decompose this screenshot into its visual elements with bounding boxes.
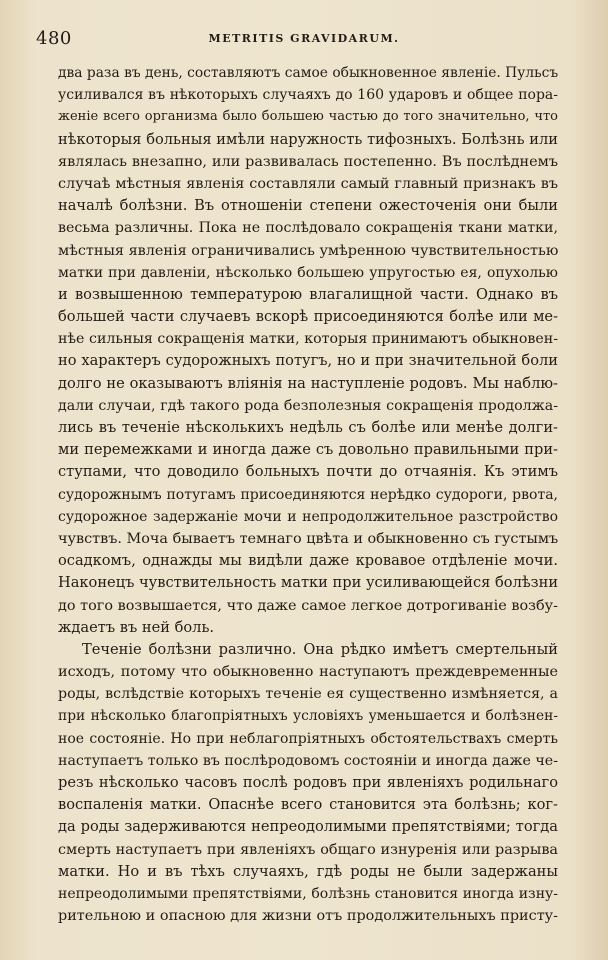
- text-line: являлась внезапно, или развивалась постепенно. Въ послѣднемъ: [58, 153, 558, 170]
- text-line: женіе всего организма было большею частью до того значительно, что: [58, 109, 558, 125]
- text-line: матки. Но и въ тѣхъ случаяхъ, гдѣ роды не были задержаны: [58, 862, 558, 880]
- text-line: и возвышенною температурою влагалищной части. Однако въ: [58, 285, 558, 303]
- text-line: осадкомъ, однажды мы видѣли даже кровавое отдѣленіе мочи.: [58, 552, 558, 570]
- text-line: до того возвышается, что даже самое легкое дотрогиваніе возбу-: [58, 597, 558, 614]
- text-line: рительною и опасною для жизни отъ продолжительныхъ присту-: [58, 908, 558, 925]
- text-line: судорожнымъ потугамъ присоединяются нерѣдко судороги, рвота,: [58, 486, 558, 503]
- text-line: долго не оказываютъ вліянія на наступленіе родовъ. Мы наблю-: [58, 374, 558, 392]
- text-line: наступаетъ только въ послѣродовомъ состояніи и иногда даже че-: [58, 752, 558, 769]
- text-line: воспаленія матки. Опаснѣе всего становится эта болѣзнь; ког-: [58, 796, 558, 814]
- paragraph: [58, 639, 558, 927]
- text-line: ждаетъ въ ней боль.: [58, 618, 215, 636]
- text-line: весьма различны. Пока не послѣдовало сокращенія ткани матки,: [58, 220, 558, 237]
- body-text: [58, 62, 558, 927]
- text-line: роды, вслѣдствіе которыхъ теченіе ея существенно измѣняется, а: [58, 686, 558, 703]
- text-line: большей части случаевъ вскорѣ присоединяются болѣе или ме-: [58, 308, 558, 326]
- text-line: при нѣсколько благопріятныхъ условіяхъ уменьшается и болѣзнен-: [58, 708, 558, 725]
- text-line: дали случаи, гдѣ такого рода безполезныя сокращенія продолжа-: [58, 397, 558, 414]
- text-line: исходъ, потому что обыкновенно наступаютъ преждевременные: [58, 664, 558, 681]
- page-header: [0, 28, 608, 54]
- text-line: нѣе сильныя сокращенія матки, которыя принимаютъ обыкновен-: [58, 331, 558, 348]
- text-line: случаѣ мѣстныя явленія составляли самый главный признакъ въ: [58, 175, 558, 192]
- text-line: усиливался въ нѣкоторыхъ случаяхъ до 160 ударовъ и общее пора-: [58, 87, 558, 104]
- text-line: да роды задерживаются непреодолимыми препятствіями; тогда: [58, 818, 558, 836]
- text-line: ми перемежками и иногда даже съ довольно правильными при-: [58, 441, 558, 459]
- text-line: судорожное задержаніе мочи и непродолжительное разстройство: [58, 508, 558, 525]
- text-line: Теченіе болѣзни различно. Она рѣдко имѣетъ смертельный: [82, 640, 558, 658]
- text-line: смерть наступаетъ при явленіяхъ общаго изнуренія или разрыва: [58, 841, 558, 858]
- text-line: нѣкоторыя больныя имѣли наружность тифозныхъ. Болѣзнь или: [58, 130, 558, 148]
- text-line: непреодолимыми препятствіями, болѣзнь становится иногда изну-: [58, 885, 558, 902]
- page-number: 480: [36, 28, 72, 49]
- text-line: резъ нѣсколько часовъ послѣ родовъ при явленіяхъ родильнаго: [58, 774, 558, 791]
- text-line: мѣстныя явленія ограничивались умѣренною чувствительностью: [58, 242, 558, 259]
- text-line: ное состояніе. Но при неблагопріятныхъ обстоятельствахъ смерть: [58, 730, 558, 747]
- text-line: матки при давленіи, нѣсколько большею упругостью ея, опухолью: [58, 264, 558, 281]
- text-line: два раза въ день, составляютъ самое обыкновенное явленіе. Пульсъ: [58, 65, 558, 81]
- paragraph: [58, 62, 558, 639]
- text-line: Наконецъ чувствительность матки при усиливающейся болѣзни: [58, 574, 558, 592]
- text-line: чувствъ. Моча бываетъ темнаго цвѣта и обыкновенно съ густымъ: [58, 530, 558, 547]
- text-line: ступами, что доводило больныхъ почти до отчаянія. Къ этимъ: [58, 463, 558, 481]
- text-line: началѣ болѣзни. Въ отношеніи степени ожесточенія они были: [58, 197, 558, 215]
- running-title: METRITIS GRAVIDARUM.: [208, 32, 400, 45]
- text-line: но характеръ судорожныхъ потугъ, но и при значительной боли: [58, 352, 558, 370]
- text-line: лись въ теченіе нѣсколькихъ недѣль съ болѣе или менѣе долги-: [58, 419, 558, 436]
